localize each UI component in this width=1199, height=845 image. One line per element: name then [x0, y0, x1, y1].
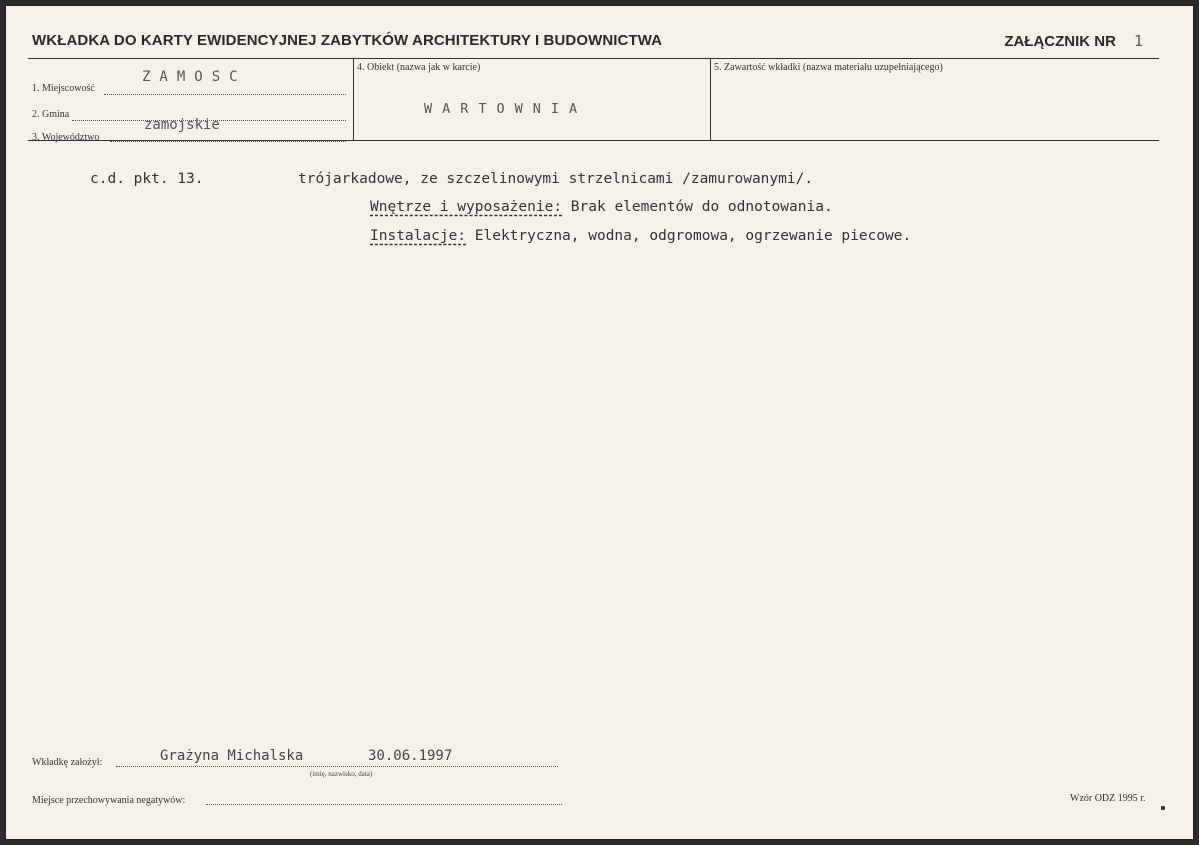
zalozyl-name: Grażyna Michalska — [160, 748, 304, 764]
dotted-line — [206, 804, 562, 805]
form-template-version: Wzór ODZ 1995 r. — [1070, 793, 1146, 804]
miejscowosc-label: 1. Miejscowość — [32, 83, 95, 94]
section-reference: c.d. pkt. 13. — [90, 171, 204, 187]
body-line-2 — [370, 199, 833, 215]
wojewodztwo-label: 3. Województwo — [32, 132, 100, 143]
negatywy-label: Miejsce przechowywania negatywów: — [32, 795, 186, 806]
interior-heading: Wnętrze i wyposażenie: — [370, 199, 563, 215]
column-divider — [710, 59, 711, 140]
scan-mark — [1161, 806, 1165, 810]
interior-text: Brak elementów do odnotowania. — [562, 199, 833, 215]
body-line-3 — [370, 228, 911, 244]
gmina-label: 2. Gmina — [32, 109, 70, 120]
installations-heading: Instalacje: — [370, 228, 467, 244]
zalozyl-hint: (imię, nazwisko, data) — [310, 770, 373, 778]
form-sheet — [6, 6, 1193, 839]
dotted-line — [116, 766, 558, 767]
attachment-number — [1004, 32, 1143, 51]
column-divider — [353, 59, 354, 140]
body-line-1: trójarkadowe, ze szczelinowymi strzelnicami /zamurowanymi/. — [298, 171, 814, 187]
zawartosc-label: 5. Zawartość wkładki (nazwa materiału uzupełniającego) — [714, 62, 943, 73]
fields-table — [28, 58, 1159, 141]
obiekt-value: WARTOWNIA — [424, 101, 588, 117]
form-title: WKŁADKA DO KARTY EWIDENCYJNEJ ZABYTKÓW ARCHITEKTURY I BUDOWNICTWA — [32, 32, 663, 49]
dotted-line — [110, 141, 346, 142]
attachment-label: ZAŁĄCZNIK NR — [1004, 33, 1116, 50]
miejscowosc-value: ZAMOSC — [142, 69, 247, 85]
wojewodztwo-value: zamojskie — [144, 117, 220, 133]
dotted-line — [104, 94, 346, 95]
installations-text: Elektryczna, wodna, odgromowa, ogrzewanie piecowe. — [466, 228, 912, 244]
zalozyl-label: Wkładkę założył: — [32, 757, 103, 768]
attachment-value: 1 — [1133, 32, 1143, 50]
zalozyl-date: 30.06.1997 — [368, 748, 453, 764]
obiekt-label: 4. Obiekt (nazwa jak w karcie) — [357, 62, 481, 73]
